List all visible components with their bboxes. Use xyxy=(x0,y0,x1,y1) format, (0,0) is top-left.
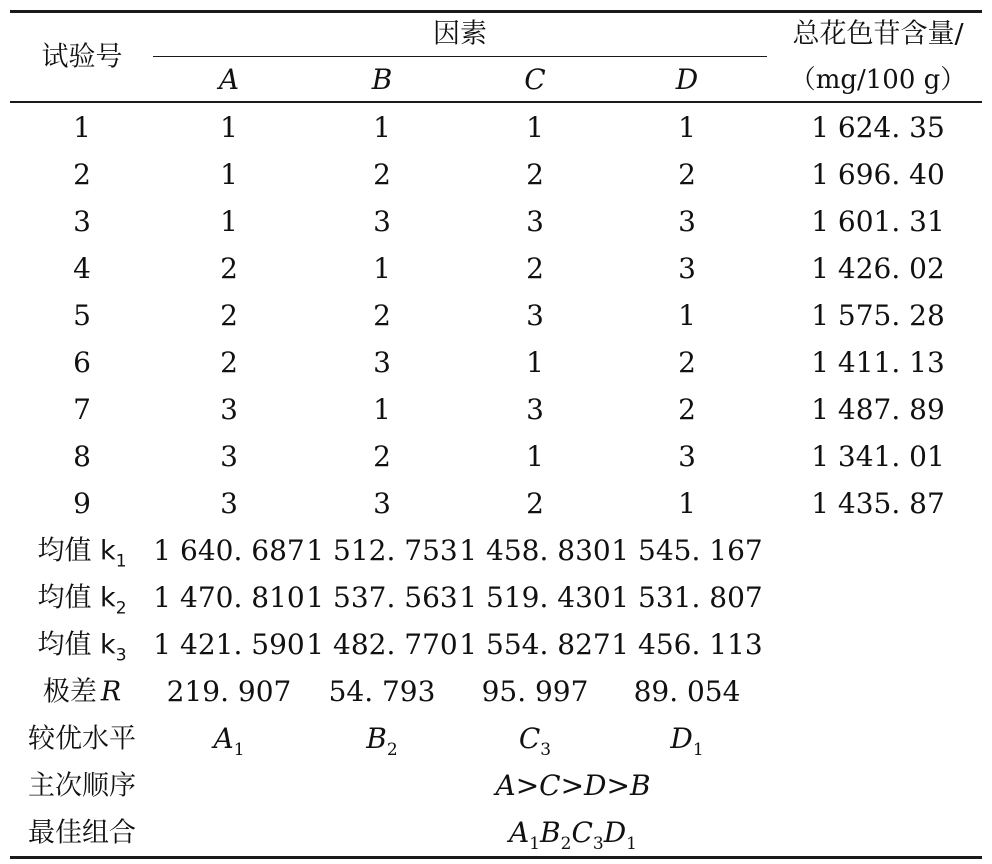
table-cell-no: 3 xyxy=(73,205,91,238)
table-cell-a: 2 xyxy=(220,346,238,379)
combo-subscript: 1 xyxy=(626,834,638,854)
table-cell-b: 1 xyxy=(373,393,391,426)
table-cell-no: 1 xyxy=(73,111,91,144)
mean-k2-label xyxy=(37,582,127,619)
mean-cell-c: 1 554. 827 xyxy=(459,628,611,661)
table-cell-b: 2 xyxy=(373,299,391,332)
better-level-c xyxy=(518,722,552,760)
header-content-line2: （mg/100 g） xyxy=(789,65,967,95)
table-cell-no: 7 xyxy=(73,393,91,426)
range-cell-c: 95. 997 xyxy=(481,675,589,708)
mean-cell-a: 1 640. 687 xyxy=(153,534,305,567)
level-subscript: 1 xyxy=(692,740,704,760)
mean-cell-c: 1 519. 430 xyxy=(459,581,611,614)
mean-k3-label xyxy=(37,629,127,666)
header-content-line1: 总花色苷含量/ xyxy=(792,18,964,50)
table-cell-a: 2 xyxy=(220,252,238,285)
mean-label-subscript: 1 xyxy=(115,551,127,572)
combo-letter: B xyxy=(540,816,561,849)
table-cell-value: 1 696. 40 xyxy=(811,158,945,191)
table-cell-value: 1 411. 13 xyxy=(811,346,945,379)
combo-letter: A xyxy=(508,816,530,849)
table-cell-a: 1 xyxy=(220,111,238,144)
range-cell-a: 219. 907 xyxy=(166,675,292,708)
mean-cell-a: 1 421. 590 xyxy=(153,628,305,661)
range-label-text: 极差 xyxy=(42,676,97,708)
mean-cell-d: 1 545. 167 xyxy=(611,534,763,567)
table-cell-d: 3 xyxy=(678,440,696,473)
best-combination-label: 最佳组合 xyxy=(28,817,136,849)
mean-cell-a: 1 470. 810 xyxy=(153,581,305,614)
mean-label-text: 均值 k xyxy=(37,535,116,567)
table-cell-value: 1 435. 87 xyxy=(811,487,945,520)
table-cell-a: 1 xyxy=(220,158,238,191)
table-cell-c: 2 xyxy=(526,487,544,520)
table-cell-c: 3 xyxy=(526,393,544,426)
best-combination-value xyxy=(508,816,638,854)
table-cell-value: 1 624. 35 xyxy=(811,111,945,144)
range-symbol: R xyxy=(100,676,122,708)
table-cell-value: 1 487. 89 xyxy=(811,393,945,426)
header-factor-a: A xyxy=(218,63,240,96)
combo-subscript: 1 xyxy=(529,834,541,854)
level-letter: D xyxy=(670,722,693,755)
table-cell-d: 3 xyxy=(678,205,696,238)
table-cell-b: 1 xyxy=(373,111,391,144)
table-cell-d: 2 xyxy=(678,158,696,191)
table-cell-c: 3 xyxy=(526,299,544,332)
mean-label-text: 均值 k xyxy=(37,629,116,661)
table-cell-no: 8 xyxy=(73,440,91,473)
order-label: 主次顺序 xyxy=(28,770,136,802)
table-cell-b: 3 xyxy=(373,205,391,238)
range-cell-b: 54. 793 xyxy=(328,675,436,708)
table-cell-b: 1 xyxy=(373,252,391,285)
mean-cell-b: 1 482. 770 xyxy=(306,628,458,661)
table-cell-c: 1 xyxy=(526,346,544,379)
level-letter: C xyxy=(518,722,541,755)
factor-group-rule xyxy=(153,56,767,57)
table-cell-d: 3 xyxy=(678,252,696,285)
table-cell-c: 3 xyxy=(526,205,544,238)
level-letter: A xyxy=(213,722,234,755)
header-factor-b: B xyxy=(371,63,393,96)
table-cell-c: 2 xyxy=(526,158,544,191)
better-level-label: 较优水平 xyxy=(28,723,136,755)
table-cell-d: 1 xyxy=(678,487,696,520)
table-cell-b: 2 xyxy=(373,158,391,191)
table-top-rule xyxy=(10,10,982,13)
header-trial-no: 试验号 xyxy=(41,41,123,73)
header-factor-d: D xyxy=(675,63,699,96)
table-bottom-rule xyxy=(10,856,982,859)
table-cell-a: 3 xyxy=(220,393,238,426)
mean-cell-d: 1 531. 807 xyxy=(611,581,763,614)
level-subscript: 3 xyxy=(540,740,552,760)
table-cell-b: 2 xyxy=(373,440,391,473)
table-cell-no: 4 xyxy=(73,252,91,285)
table-cell-a: 3 xyxy=(220,440,238,473)
level-letter: B xyxy=(366,722,387,755)
table-cell-value: 1 601. 31 xyxy=(811,205,945,238)
combo-letter: C xyxy=(571,816,593,849)
table-cell-d: 2 xyxy=(678,346,696,379)
order-value: A>C>D>B xyxy=(495,769,651,802)
table-cell-a: 1 xyxy=(220,205,238,238)
table-cell-c: 1 xyxy=(526,111,544,144)
table-cell-a: 3 xyxy=(220,487,238,520)
mean-label-subscript: 2 xyxy=(115,598,127,619)
table-cell-d: 1 xyxy=(678,111,696,144)
table-cell-value: 1 426. 02 xyxy=(811,252,945,285)
header-bottom-rule xyxy=(10,101,982,103)
combo-subscript: 2 xyxy=(560,834,572,854)
table-cell-b: 3 xyxy=(373,346,391,379)
better-level-d xyxy=(670,722,704,760)
better-level-b xyxy=(366,722,398,760)
table-cell-no: 6 xyxy=(73,346,91,379)
range-label xyxy=(42,676,122,708)
table-cell-d: 1 xyxy=(678,299,696,332)
table-cell-value: 1 341. 01 xyxy=(811,440,945,473)
table-cell-a: 2 xyxy=(220,299,238,332)
mean-label-subscript: 3 xyxy=(115,645,127,666)
header-factors: 因素 xyxy=(433,18,487,50)
mean-label-text: 均值 k xyxy=(37,582,116,614)
table-cell-no: 5 xyxy=(73,299,91,332)
range-cell-d: 89. 054 xyxy=(633,675,741,708)
mean-cell-b: 1 537. 563 xyxy=(306,581,458,614)
better-level-a xyxy=(213,722,245,760)
table-cell-no: 9 xyxy=(73,487,91,520)
table-cell-value: 1 575. 28 xyxy=(811,299,945,332)
mean-cell-b: 1 512. 753 xyxy=(306,534,458,567)
mean-cell-c: 1 458. 830 xyxy=(459,534,611,567)
level-subscript: 1 xyxy=(233,740,245,760)
level-subscript: 2 xyxy=(386,740,398,760)
combo-subscript: 3 xyxy=(592,834,604,854)
table-cell-d: 2 xyxy=(678,393,696,426)
table-cell-no: 2 xyxy=(73,158,91,191)
mean-cell-d: 1 456. 113 xyxy=(611,628,763,661)
table-cell-c: 2 xyxy=(526,252,544,285)
table-cell-b: 3 xyxy=(373,487,391,520)
mean-k1-label xyxy=(37,535,127,572)
header-factor-c: C xyxy=(524,63,546,96)
combo-letter: D xyxy=(603,816,627,849)
table-cell-c: 1 xyxy=(526,440,544,473)
